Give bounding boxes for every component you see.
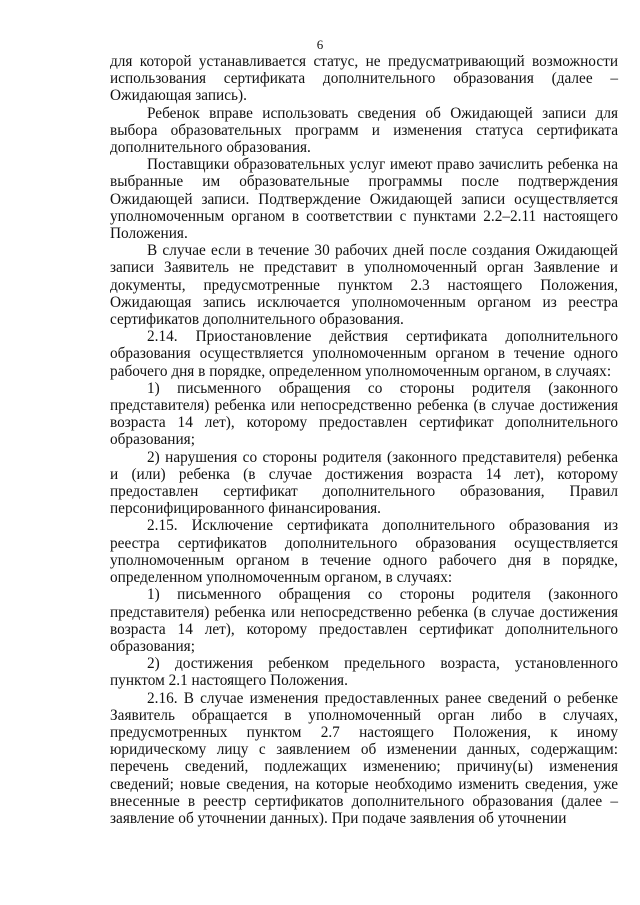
paragraph-2-14-suspension: 2.14. Приостановление действия сертификата дополнительного образования осуществляется уполномоченным органом в течение одного рабочего дня в порядке, определенном уполномоченным органом, в случаях:	[110, 328, 618, 380]
paragraph-30-days-exclusion: В случае если в течение 30 рабочих дней после создания Ожидающей записи Заявитель не представит в уполномоченный орган Заявление и документы, предусмотренные пунктом 2.3 настоящего Положения, Ожидающая запись исключается уполномоченным органом из реестра сертификатов дополнительного образования.	[110, 242, 618, 329]
paragraph-2-15-exclusion: 2.15. Исключение сертификата дополнительного образования из реестра сертификатов дополнительного образования осуществляется уполномоченным органом в течение одного рабочего дня в порядке, определенном уполномоченным органом, в случаях:	[110, 517, 618, 587]
paragraph-ozhidayushchaya-zapis-definition: для которой устанавливается статус, не предусматривающий возможности использования сертификата дополнительного образования (далее – Ожидающая запись).	[110, 53, 618, 105]
paragraph-2-14-case-2: 2) нарушения со стороны родителя (законного представителя) ребенка и (или) ребенка (в случае достижения возраста 14 лет), которому предоставлен сертификат дополнительного образования, Правил персонифицированного финансирования.	[110, 448, 618, 518]
paragraph-child-use-of-record: Ребенок вправе использовать сведения об Ожидающей записи для выбора образовательных программ и изменения статуса сертификата дополнительного образования.	[110, 104, 618, 157]
paragraph-providers-enrollment: Поставщики образовательных услуг имеют право зачислить ребенка на выбранные им образовательные программы после подтверждения Ожидающей записи. Подтверждение Ожидающей записи осуществляется уполномоченным органом в соответствии с пунктами 2.2–2.11 настоящего Положения.	[110, 156, 618, 243]
paragraph-2-16-data-change: 2.16. В случае изменения предоставленных ранее сведений о ребенке Заявитель обращается в уполномоченный орган либо в случаях, предусмотренных пунктом 2.7 настоящего Положения, к иному юридическому лицу с заявлением об изменении данных, содержащим: перечень сведений, подлежащих изменению; причину(ы) изменения сведений; новые сведения, на которые необходимо изменить сведения, уже внесенные в реестр сертификатов дополнительного образования (далее – заявление об уточнении данных). При подаче заявления об уточнении	[110, 689, 618, 827]
paragraph-2-15-case-2: 2) достижения ребенком предельного возраста, установленного пунктом 2.1 настоящего Положения.	[110, 655, 618, 690]
document-body	[110, 53, 618, 827]
paragraph-2-14-case-1: 1) письменного обращения со стороны родителя (законного представителя) ребенка или непосредственно ребенка (в случае достижения возраста 14 лет), которому предоставлен сертификат дополнительного образования;	[110, 379, 618, 449]
page-number: 6	[316, 37, 324, 52]
paragraph-2-15-case-1: 1) письменного обращения со стороны родителя (законного представителя) ребенка или непосредственно ребенка (в случае достижения возраста 14 лет), которому предоставлен сертификат дополнительного образования;	[110, 586, 618, 655]
